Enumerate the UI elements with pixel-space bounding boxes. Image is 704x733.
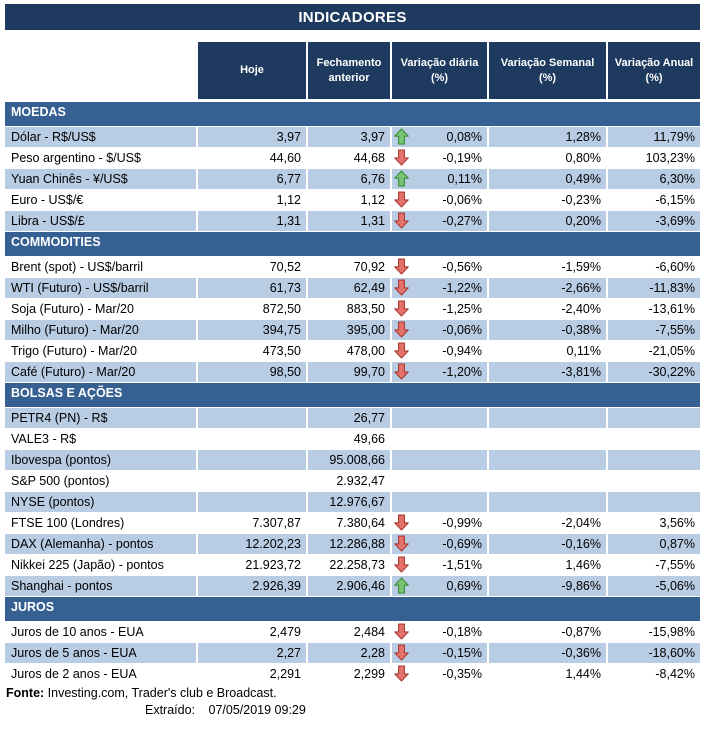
cell-fechamento-anterior: 26,77 (308, 408, 390, 428)
down-arrow-icon (394, 149, 409, 166)
cell-variacao-semanal: -1,59% (489, 257, 606, 277)
cell-variacao-diaria: -0,94% (392, 341, 487, 361)
row-label: Soja (Futuro) - Mar/20 (5, 299, 196, 319)
table-row (5, 127, 700, 147)
cell-variacao-semanal: 0,80% (489, 148, 606, 168)
table-row (5, 664, 700, 684)
cell-hoje (198, 492, 306, 512)
cell-variacao-semanal (489, 408, 606, 428)
row-label: Yuan Chinês - ¥/US$ (5, 169, 196, 189)
cell-hoje: 872,50 (198, 299, 306, 319)
cell-variacao-semanal: 0,20% (489, 211, 606, 231)
row-label: NYSE (pontos) (5, 492, 196, 512)
section-header-moedas: MOEDAS (5, 102, 700, 126)
page-title: INDICADORES (5, 4, 700, 30)
row-label: Ibovespa (pontos) (5, 450, 196, 470)
cell-variacao-semanal: -2,40% (489, 299, 606, 319)
table-row (5, 429, 700, 449)
row-label: Trigo (Futuro) - Mar/20 (5, 341, 196, 361)
cell-variacao-semanal: -2,66% (489, 278, 606, 298)
down-arrow-icon (394, 279, 409, 296)
cell-variacao-semanal: -0,23% (489, 190, 606, 210)
table-row (5, 534, 700, 554)
cell-variacao-anual: -3,69% (608, 211, 700, 231)
row-label: Shanghai - pontos (5, 576, 196, 596)
table-row (5, 513, 700, 533)
up-arrow-icon (394, 577, 409, 594)
cell-fechamento-anterior: 2,299 (308, 664, 390, 684)
row-label: Café (Futuro) - Mar/20 (5, 362, 196, 382)
cell-fechamento-anterior: 2.932,47 (308, 471, 390, 491)
table-footer (5, 686, 700, 717)
section-header-juros: JUROS (5, 597, 700, 621)
table-row (5, 341, 700, 361)
up-arrow-icon (394, 128, 409, 145)
cell-fechamento-anterior: 883,50 (308, 299, 390, 319)
column-header-annual: Variação Anual (%) (608, 42, 700, 99)
table-row (5, 471, 700, 491)
cell-variacao-semanal (489, 492, 606, 512)
table-row (5, 492, 700, 512)
cell-variacao-diaria (392, 492, 487, 512)
down-arrow-icon (394, 300, 409, 317)
table-row (5, 362, 700, 382)
cell-hoje: 6,77 (198, 169, 306, 189)
cell-hoje: 12.202,23 (198, 534, 306, 554)
cell-variacao-semanal: -0,16% (489, 534, 606, 554)
cell-hoje: 70,52 (198, 257, 306, 277)
column-header-weekly: Variação Semanal (%) (489, 42, 606, 99)
cell-hoje (198, 450, 306, 470)
table-row (5, 299, 700, 319)
cell-variacao-semanal (489, 450, 606, 470)
row-label: VALE3 - R$ (5, 429, 196, 449)
cell-variacao-semanal: -2,04% (489, 513, 606, 533)
cell-variacao-semanal: 0,49% (489, 169, 606, 189)
extracted-label: Extraído: (145, 703, 196, 717)
cell-hoje: 473,50 (198, 341, 306, 361)
cell-fechamento-anterior: 7.380,64 (308, 513, 390, 533)
row-label: WTI (Futuro) - US$/barril (5, 278, 196, 298)
column-header-hoje: Hoje (198, 42, 306, 99)
cell-fechamento-anterior: 95.008,66 (308, 450, 390, 470)
row-label: Libra - US$/£ (5, 211, 196, 231)
down-arrow-icon (394, 665, 409, 682)
cell-variacao-diaria (392, 471, 487, 491)
header-spacer (5, 42, 196, 99)
cell-variacao-diaria: -0,06% (392, 320, 487, 340)
down-arrow-icon (394, 321, 409, 338)
cell-hoje: 98,50 (198, 362, 306, 382)
cell-hoje: 3,97 (198, 127, 306, 147)
table-row (5, 320, 700, 340)
cell-variacao-semanal: 1,44% (489, 664, 606, 684)
cell-variacao-anual: -7,55% (608, 555, 700, 575)
up-arrow-icon (394, 170, 409, 187)
cell-variacao-anual: -6,15% (608, 190, 700, 210)
cell-hoje: 21.923,72 (198, 555, 306, 575)
cell-hoje: 2,27 (198, 643, 306, 663)
cell-hoje (198, 471, 306, 491)
down-arrow-icon (394, 623, 409, 640)
cell-variacao-diaria: 0,08% (392, 127, 487, 147)
cell-variacao-anual: -21,05% (608, 341, 700, 361)
extracted-value: 07/05/2019 09:29 (208, 703, 306, 717)
cell-fechamento-anterior: 395,00 (308, 320, 390, 340)
cell-variacao-anual (608, 450, 700, 470)
cell-variacao-diaria: -0,27% (392, 211, 487, 231)
cell-variacao-semanal: -0,36% (489, 643, 606, 663)
cell-variacao-diaria: -0,15% (392, 643, 487, 663)
table-row (5, 169, 700, 189)
table-row (5, 576, 700, 596)
cell-variacao-diaria: -1,51% (392, 555, 487, 575)
down-arrow-icon (394, 191, 409, 208)
cell-variacao-diaria: -0,18% (392, 622, 487, 642)
cell-variacao-diaria (392, 429, 487, 449)
cell-variacao-anual: 3,56% (608, 513, 700, 533)
cell-hoje: 61,73 (198, 278, 306, 298)
cell-hoje: 394,75 (198, 320, 306, 340)
row-label: Nikkei 225 (Japão) - pontos (5, 555, 196, 575)
cell-variacao-diaria: -1,20% (392, 362, 487, 382)
cell-fechamento-anterior: 12.976,67 (308, 492, 390, 512)
cell-fechamento-anterior: 22.258,73 (308, 555, 390, 575)
cell-variacao-anual: -8,42% (608, 664, 700, 684)
down-arrow-icon (394, 644, 409, 661)
cell-variacao-anual: -30,22% (608, 362, 700, 382)
cell-variacao-anual: -18,60% (608, 643, 700, 663)
cell-variacao-diaria: -0,99% (392, 513, 487, 533)
cell-fechamento-anterior: 44,68 (308, 148, 390, 168)
row-label: S&P 500 (pontos) (5, 471, 196, 491)
source-label: Fonte: (6, 686, 45, 700)
cell-variacao-semanal: 0,11% (489, 341, 606, 361)
down-arrow-icon (394, 556, 409, 573)
row-label: PETR4 (PN) - R$ (5, 408, 196, 428)
down-arrow-icon (394, 342, 409, 359)
cell-variacao-anual: -13,61% (608, 299, 700, 319)
table-row (5, 643, 700, 663)
cell-variacao-anual: 6,30% (608, 169, 700, 189)
down-arrow-icon (394, 258, 409, 275)
cell-fechamento-anterior: 70,92 (308, 257, 390, 277)
cell-variacao-anual: -15,98% (608, 622, 700, 642)
cell-variacao-anual: -11,83% (608, 278, 700, 298)
cell-variacao-semanal: -3,81% (489, 362, 606, 382)
table-row (5, 450, 700, 470)
cell-variacao-semanal (489, 471, 606, 491)
cell-variacao-diaria: -0,06% (392, 190, 487, 210)
cell-fechamento-anterior: 6,76 (308, 169, 390, 189)
cell-fechamento-anterior: 1,12 (308, 190, 390, 210)
extracted-line (5, 703, 700, 717)
cell-hoje: 2.926,39 (198, 576, 306, 596)
cell-variacao-anual: 0,87% (608, 534, 700, 554)
table-row (5, 278, 700, 298)
table-row (5, 148, 700, 168)
cell-variacao-diaria (392, 408, 487, 428)
cell-fechamento-anterior: 2,28 (308, 643, 390, 663)
down-arrow-icon (394, 212, 409, 229)
source-text: Investing.com, Trader's club e Broadcast. (47, 686, 277, 700)
row-label: Euro - US$/€ (5, 190, 196, 210)
cell-variacao-diaria: -0,35% (392, 664, 487, 684)
cell-fechamento-anterior: 2,484 (308, 622, 390, 642)
cell-variacao-diaria: 0,11% (392, 169, 487, 189)
cell-variacao-anual: -7,55% (608, 320, 700, 340)
cell-fechamento-anterior: 62,49 (308, 278, 390, 298)
down-arrow-icon (394, 363, 409, 380)
cell-fechamento-anterior: 3,97 (308, 127, 390, 147)
column-header-daily: Variação diária (%) (392, 42, 487, 99)
table-row (5, 555, 700, 575)
table-row (5, 408, 700, 428)
cell-fechamento-anterior: 12.286,88 (308, 534, 390, 554)
cell-variacao-diaria (392, 450, 487, 470)
down-arrow-icon (394, 535, 409, 552)
row-label: Juros de 2 anos - EUA (5, 664, 196, 684)
row-label: Brent (spot) - US$/barril (5, 257, 196, 277)
cell-fechamento-anterior: 2.906,46 (308, 576, 390, 596)
cell-hoje: 2,479 (198, 622, 306, 642)
table-header-row (5, 42, 700, 99)
cell-variacao-semanal: 1,28% (489, 127, 606, 147)
cell-hoje (198, 429, 306, 449)
row-label: Peso argentino - $/US$ (5, 148, 196, 168)
cell-variacao-anual (608, 492, 700, 512)
cell-fechamento-anterior: 478,00 (308, 341, 390, 361)
cell-variacao-semanal: 1,46% (489, 555, 606, 575)
cell-hoje: 1,31 (198, 211, 306, 231)
cell-variacao-anual: -5,06% (608, 576, 700, 596)
row-label: FTSE 100 (Londres) (5, 513, 196, 533)
cell-variacao-semanal: -9,86% (489, 576, 606, 596)
cell-variacao-anual (608, 471, 700, 491)
section-header-bolsas-e-acoes: BOLSAS E AÇÕES (5, 383, 700, 407)
cell-hoje: 7.307,87 (198, 513, 306, 533)
cell-variacao-anual: -6,60% (608, 257, 700, 277)
table-row (5, 622, 700, 642)
table-row (5, 211, 700, 231)
cell-variacao-anual: 103,23% (608, 148, 700, 168)
table-row (5, 257, 700, 277)
row-label: Milho (Futuro) - Mar/20 (5, 320, 196, 340)
cell-variacao-diaria: -0,19% (392, 148, 487, 168)
down-arrow-icon (394, 514, 409, 531)
cell-variacao-diaria: -1,22% (392, 278, 487, 298)
section-header-commodities: COMMODITIES (5, 232, 700, 256)
cell-hoje: 44,60 (198, 148, 306, 168)
cell-variacao-semanal: -0,87% (489, 622, 606, 642)
table-body (5, 102, 700, 684)
cell-hoje (198, 408, 306, 428)
cell-variacao-semanal (489, 429, 606, 449)
cell-variacao-diaria: 0,69% (392, 576, 487, 596)
cell-variacao-diaria: -1,25% (392, 299, 487, 319)
row-label: Juros de 10 anos - EUA (5, 622, 196, 642)
cell-fechamento-anterior: 1,31 (308, 211, 390, 231)
row-label: Dólar - R$/US$ (5, 127, 196, 147)
table-row (5, 190, 700, 210)
cell-variacao-anual (608, 429, 700, 449)
cell-variacao-anual: 11,79% (608, 127, 700, 147)
source-line (5, 686, 700, 700)
cell-variacao-diaria: -0,56% (392, 257, 487, 277)
cell-hoje: 1,12 (198, 190, 306, 210)
row-label: DAX (Alemanha) - pontos (5, 534, 196, 554)
cell-hoje: 2,291 (198, 664, 306, 684)
row-label: Juros de 5 anos - EUA (5, 643, 196, 663)
indicators-report (5, 4, 700, 717)
cell-fechamento-anterior: 99,70 (308, 362, 390, 382)
cell-variacao-anual (608, 408, 700, 428)
cell-fechamento-anterior: 49,66 (308, 429, 390, 449)
cell-variacao-diaria: -0,69% (392, 534, 487, 554)
cell-variacao-semanal: -0,38% (489, 320, 606, 340)
column-header-fechamento: Fechamento anterior (308, 42, 390, 99)
